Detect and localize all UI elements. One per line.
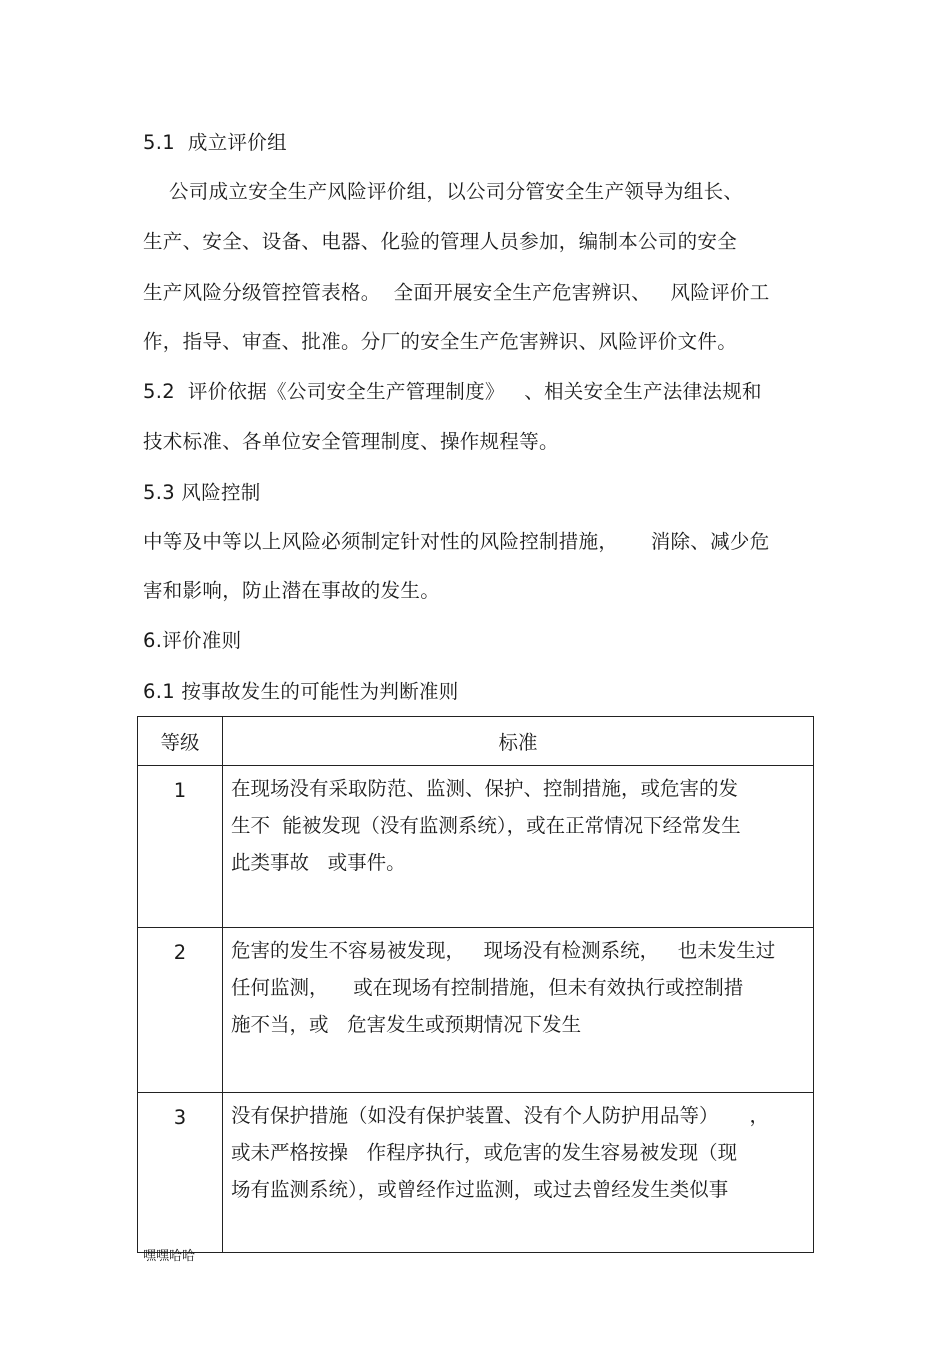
criteria-line: 在现场没有采取防范、监测、保护、控制措施，或危害的发 [231, 777, 739, 800]
section-5-3-line-2: 害和影响，防止潜在事故的发生。 [143, 579, 441, 602]
table-row [138, 928, 814, 1093]
table-header-criteria: 标准 [223, 717, 814, 766]
criteria-line: 没有保护措施（如没有保护装置、没有个人防护用品等） ， [231, 1104, 769, 1127]
likelihood-criteria-table [137, 716, 814, 1253]
section-5-2-line-1: 5.2 评价依据《公司安全生产管理制度》 、相关安全生产法律法规和 [143, 380, 762, 403]
criteria-cell [223, 766, 814, 928]
section-6-heading: 6.评价准则 [143, 629, 242, 652]
grade-cell: 2 [138, 928, 223, 1093]
section-6-1-heading: 6.1 按事故发生的可能性为判断准则 [143, 680, 459, 703]
criteria-line: 施不当，或 危害发生或预期情况下发生 [231, 1013, 582, 1036]
table-row [138, 1093, 814, 1253]
criteria-line: 场有监测系统），或曾经作过监测，或过去曾经发生类似事 [231, 1178, 729, 1201]
criteria-line: 此类事故 或事件。 [231, 851, 406, 874]
section-5-1-paragraph-line-3: 生产风险分级管控管表格。 全面开展安全生产危害辨识、 风险评价工 [143, 281, 770, 304]
criteria-line: 危害的发生不容易被发现， 现场没有检测系统， 也未发生过 [231, 939, 776, 962]
page-footer: 嘿嘿哈哈 [143, 1249, 196, 1264]
section-5-3-line-1: 中等及中等以上风险必须制定针对性的风险控制措施， 消除、减少危 [143, 530, 770, 553]
section-5-3-heading: 5.3 风险控制 [143, 481, 261, 504]
table-row [138, 766, 814, 928]
criteria-cell [223, 928, 814, 1093]
section-5-2-line-2: 技术标准、各单位安全管理制度、操作规程等。 [143, 430, 559, 453]
criteria-line: 生不 能被发现（没有监测系统），或在正常情况下经常发生 [231, 814, 741, 837]
section-5-1-paragraph-line-4: 作，指导、审查、批准。分厂的安全生产危害辨识、风险评价文件。 [143, 330, 738, 353]
grade-cell: 3 [138, 1093, 223, 1253]
criteria-line: 任何监测， 或在现场有控制措施，但未有效执行或控制措 [231, 976, 744, 999]
grade-cell: 1 [138, 766, 223, 928]
section-5-1-heading: 5.1 成立评价组 [143, 131, 287, 154]
criteria-cell [223, 1093, 814, 1253]
section-5-1-paragraph-line-2: 生产、安全、设备、电器、化验的管理人员参加，编制本公司的安全 [143, 230, 738, 253]
table-header-grade: 等级 [138, 717, 223, 766]
section-5-1-paragraph-line-1: 公司成立安全生产风险评价组，以公司分管安全生产领导为组长、 [143, 180, 744, 203]
table-header-row [138, 717, 814, 766]
criteria-line: 或未严格按操 作程序执行，或危害的发生容易被发现（现 [231, 1141, 738, 1164]
